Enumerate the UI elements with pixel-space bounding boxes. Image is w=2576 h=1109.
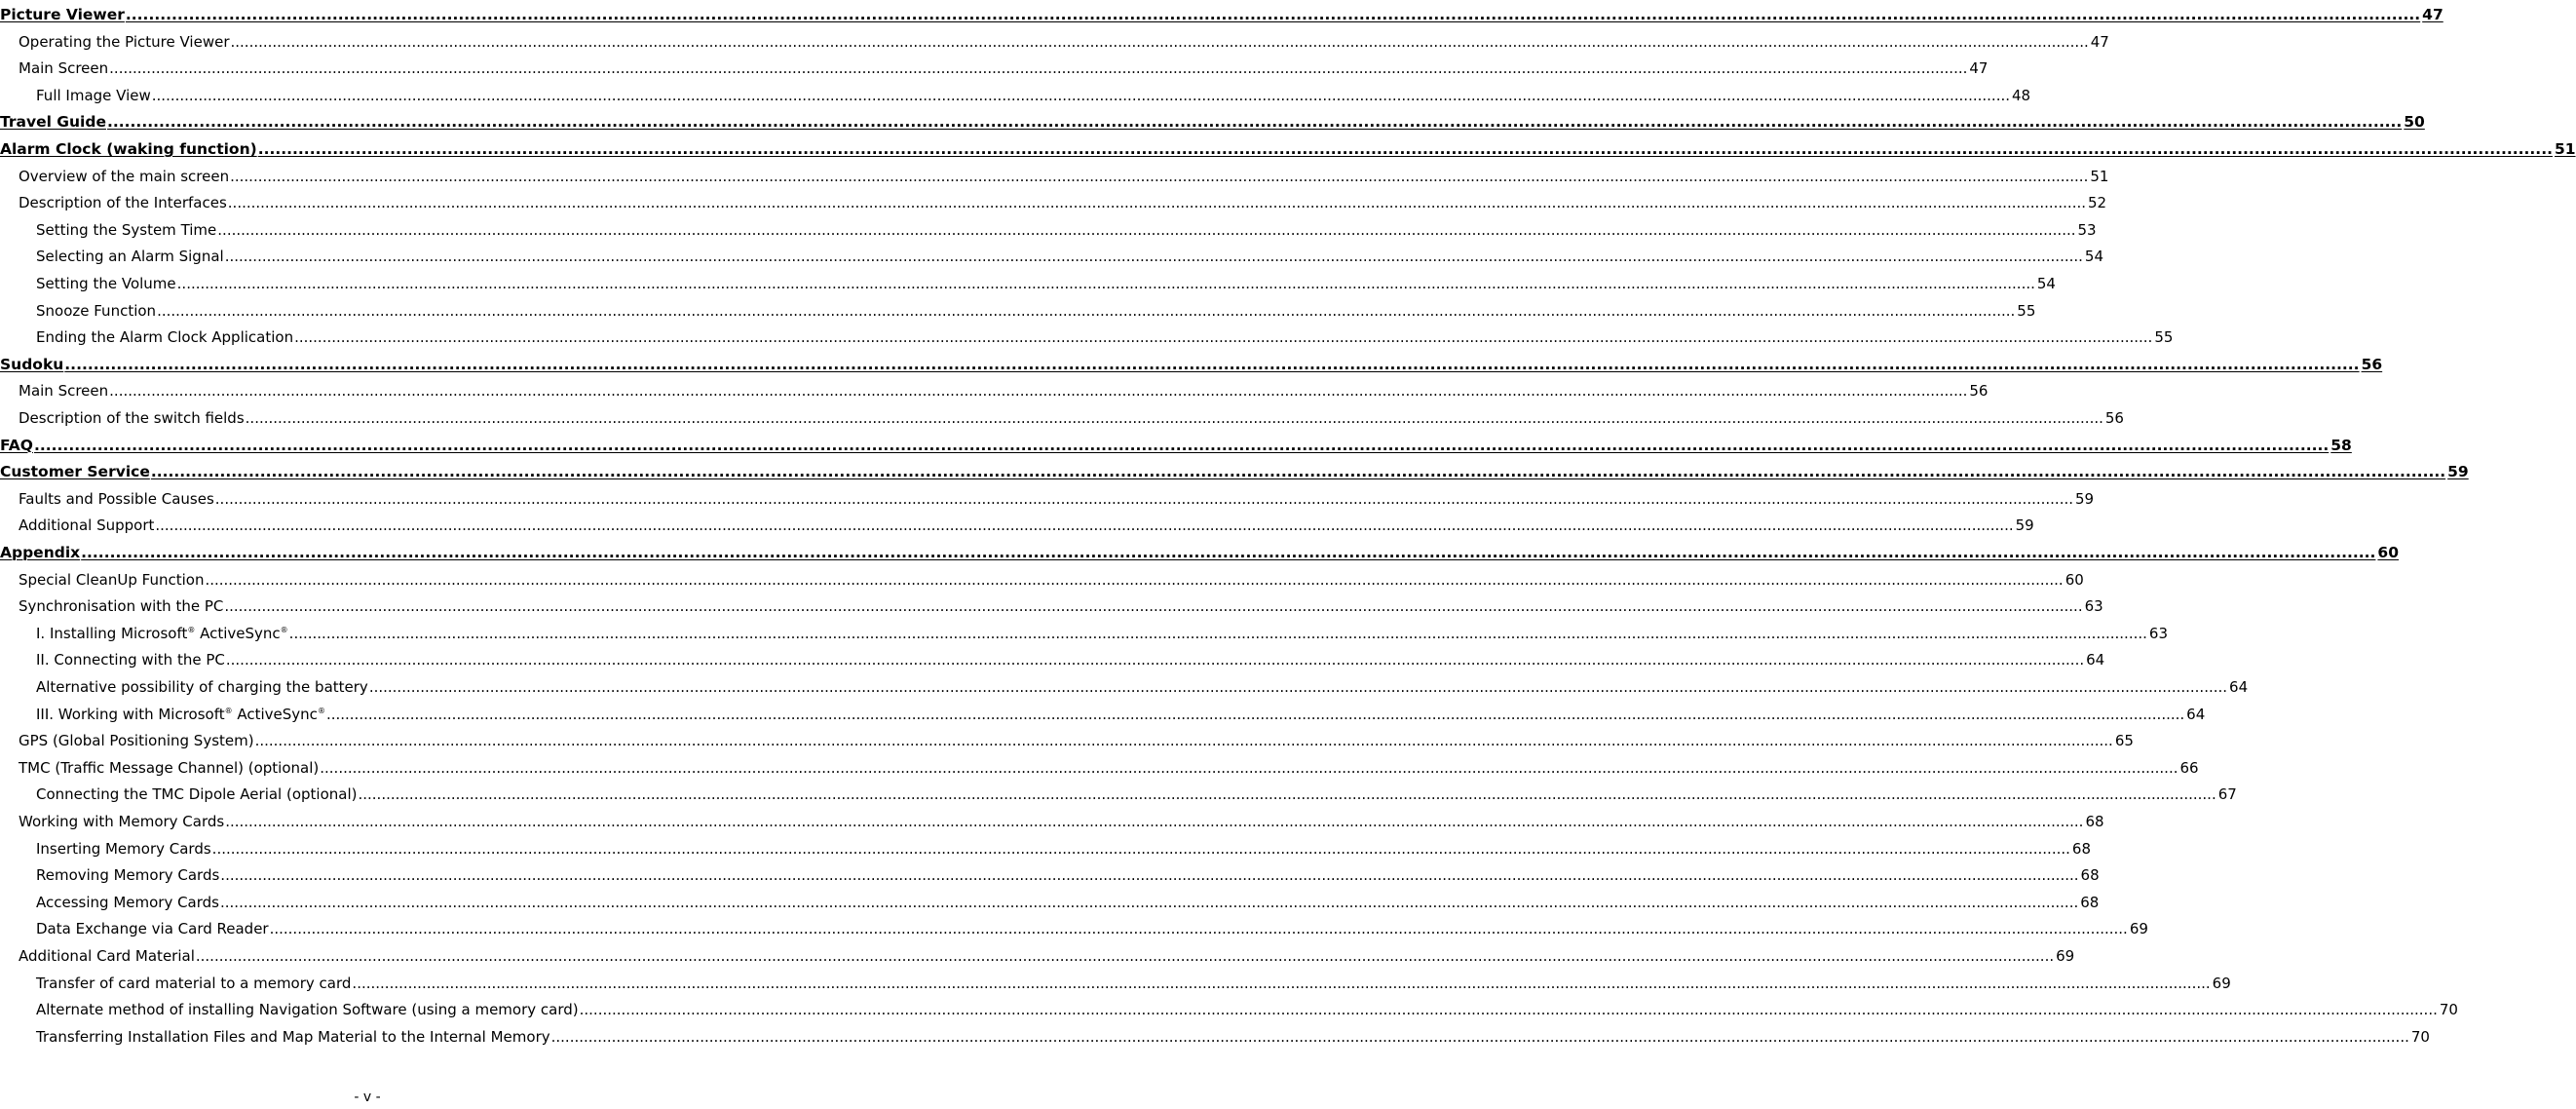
toc-entry-title: Alarm Clock (waking function) (0, 140, 257, 158)
toc-entry-page: 64 (2086, 651, 2105, 669)
toc-entry[interactable] (0, 809, 2104, 830)
toc-entry[interactable] (0, 674, 2249, 696)
toc-entry-title: Special CleanUp Function (19, 570, 205, 589)
toc-dot-leader: ................................................................................................................................................................................................................................................................................................................................................................................................................ (150, 463, 2446, 481)
toc-entry-page: 56 (2104, 409, 2124, 427)
toc-entry[interactable] (0, 1024, 2430, 1046)
toc-dot-leader: ................................................................................................................................................................................................................................................................................................................................................................................................................ (288, 624, 2147, 642)
toc-entry-title: Alternate method of installing Navigation Software (using a memory card) (36, 1001, 579, 1019)
toc-entry-title: Description of the switch fields (19, 409, 245, 427)
toc-entry[interactable] (0, 782, 2237, 804)
toc-entry-title: Sudoku (0, 355, 64, 373)
toc-entry[interactable] (0, 109, 2425, 132)
page-number-footer: - v - (354, 1090, 381, 1105)
toc-dot-leader: ................................................................................................................................................................................................................................................................................................................................................................................................................ (211, 839, 2070, 858)
toc-entry-page: 60 (2065, 570, 2084, 589)
toc-entry-page: 59 (2447, 463, 2469, 481)
toc-entry[interactable] (0, 405, 2124, 427)
toc-entry[interactable] (0, 755, 2199, 777)
toc-entry-page: 69 (2056, 947, 2075, 965)
toc-entry-title: Appendix (0, 544, 81, 561)
toc-entry-page: 63 (2148, 624, 2168, 642)
toc-entry[interactable] (0, 244, 2104, 266)
toc-dot-leader: ................................................................................................................................................................................................................................................................................................................................................................................................................ (254, 732, 2113, 750)
toc-entry-title: Connecting the TMC Dipole Aerial (optional) (36, 785, 358, 804)
toc-entry-title: Accessing Memory Cards (36, 893, 219, 911)
toc-dot-leader: ................................................................................................................................................................................................................................................................................................................................................................................................................ (109, 59, 1968, 78)
toc-dot-leader: ................................................................................................................................................................................................................................................................................................................................................................................................................ (224, 597, 2083, 616)
toc-entry-page: 70 (2439, 1001, 2458, 1019)
toc-entry-title: Overview of the main screen (19, 167, 230, 185)
toc-entry-page: 48 (2012, 86, 2031, 104)
toc-entry-page: 54 (2084, 248, 2104, 266)
toc-entry-title: Travel Guide (0, 113, 106, 132)
toc-entry[interactable] (0, 997, 2458, 1019)
toc-entry[interactable] (0, 540, 2399, 561)
toc-entry-page: 54 (2036, 275, 2056, 292)
toc-entry-title: Setting the Volume (36, 275, 176, 292)
toc-entry[interactable] (0, 298, 2036, 320)
toc-entry[interactable] (0, 836, 2091, 858)
toc-entry-title: Setting the System Time (36, 220, 217, 239)
toc-entry-title: FAQ (0, 436, 33, 454)
toc-entry-title: Customer Service (0, 463, 150, 481)
toc-dot-leader: ................................................................................................................................................................................................................................................................................................................................................................................................................ (227, 194, 2087, 212)
toc-dot-leader: ................................................................................................................................................................................................................................................................................................................................................................................................................ (151, 86, 2010, 104)
toc-entry[interactable] (0, 862, 2100, 885)
toc-dot-leader: ................................................................................................................................................................................................................................................................................................................................................................................................................ (358, 785, 2216, 804)
toc-dot-leader: ................................................................................................................................................................................................................................................................................................................................................................................................................ (368, 678, 2228, 696)
toc-entry-title: Main Screen (19, 59, 109, 78)
toc-entry-page: 68 (2071, 839, 2091, 858)
toc-entry-page: 65 (2114, 732, 2134, 750)
toc-entry-page: 47 (2090, 32, 2109, 51)
toc-dot-leader: ................................................................................................................................................................................................................................................................................................................................................................................................................ (220, 893, 2079, 911)
toc-dot-leader: ................................................................................................................................................................................................................................................................................................................................................................................................................ (269, 920, 2128, 938)
toc-entry[interactable] (0, 433, 2352, 454)
toc-entry-page: 53 (2077, 220, 2097, 239)
toc-entry[interactable] (0, 2, 2443, 23)
toc-entry-page: 68 (2080, 866, 2100, 885)
toc-dot-leader: ................................................................................................................................................................................................................................................................................................................................................................................................................ (217, 220, 2076, 239)
toc-entry-page: 52 (2088, 194, 2107, 212)
toc-entry[interactable] (0, 164, 2109, 185)
toc-entry-title: Faults and Possible Causes (19, 489, 214, 508)
toc-entry-page: 60 (2377, 544, 2399, 561)
toc-entry[interactable] (0, 486, 2095, 508)
toc-entry[interactable] (0, 593, 2103, 616)
toc-entry-title: Description of the Interfaces (19, 194, 227, 212)
toc-entry-title: Main Screen (19, 382, 109, 401)
toc-entry-title: Snooze Function (36, 301, 157, 320)
toc-dot-leader: ................................................................................................................................................................................................................................................................................................................................................................................................................ (205, 570, 2064, 589)
toc-dot-leader: ................................................................................................................................................................................................................................................................................................................................................................................................................ (106, 113, 2403, 132)
toc-entry-title: Transferring Installation Files and Map Material to the Internal Memory (36, 1027, 550, 1046)
toc-dot-leader: ................................................................................................................................................................................................................................................................................................................................................................................................................ (176, 275, 2035, 292)
toc-dot-leader: ................................................................................................................................................................................................................................................................................................................................................................................................................ (81, 544, 2376, 561)
toc-entry[interactable] (0, 621, 2168, 642)
toc-entry-page: 58 (2330, 436, 2352, 454)
toc-dot-leader: ................................................................................................................................................................................................................................................................................................................................................................................................................ (214, 489, 2074, 508)
toc-dot-leader: ................................................................................................................................................................................................................................................................................................................................................................................................................ (225, 651, 2085, 669)
toc-entry[interactable] (0, 916, 2148, 938)
toc-dot-leader: ................................................................................................................................................................................................................................................................................................................................................................................................................ (245, 409, 2103, 427)
toc-dot-leader: ................................................................................................................................................................................................................................................................................................................................................................................................................ (294, 328, 2153, 347)
toc-dot-leader: ................................................................................................................................................................................................................................................................................................................................................................................................................ (109, 382, 1968, 401)
toc-entry[interactable] (0, 29, 2109, 51)
toc-entry-title: Transfer of card material to a memory card (36, 974, 352, 992)
toc-entry[interactable] (0, 190, 2107, 212)
toc-entry-page: 51 (2090, 167, 2109, 185)
toc-dot-leader: ................................................................................................................................................................................................................................................................................................................................................................................................................ (155, 516, 2014, 535)
toc-entry-title: Removing Memory Cards (36, 866, 220, 885)
toc-entry-title: Additional Card Material (19, 947, 195, 965)
toc-entry-page: 56 (1969, 382, 1989, 401)
toc-dot-leader: ................................................................................................................................................................................................................................................................................................................................................................................................................ (224, 248, 2083, 266)
toc-entry-page: 64 (2186, 705, 2206, 723)
toc-entry[interactable] (0, 378, 1989, 401)
toc-entry-page: 68 (2085, 813, 2104, 830)
toc-entry-title: II. Connecting with the PC (36, 651, 225, 669)
toc-entry[interactable] (0, 217, 2097, 239)
toc-entry-title: Picture Viewer (0, 6, 125, 23)
toc-entry-page: 69 (2129, 920, 2148, 938)
toc-entry-title: III. Working with Microsoft® ActiveSync® (36, 705, 325, 723)
toc-dot-leader: ................................................................................................................................................................................................................................................................................................................................................................................................................ (64, 355, 2360, 373)
toc-dot-leader: ................................................................................................................................................................................................................................................................................................................................................................................................................ (230, 32, 2089, 51)
toc-entry-page: 47 (2422, 6, 2443, 23)
toc-dot-leader: ................................................................................................................................................................................................................................................................................................................................................................................................................ (257, 140, 2553, 158)
toc-entry-title: Selecting an Alarm Signal (36, 248, 224, 266)
toc-entry-page: 56 (2361, 355, 2383, 373)
toc-entry-page: 67 (2217, 785, 2237, 804)
toc-dot-leader: ................................................................................................................................................................................................................................................................................................................................................................................................................ (230, 167, 2089, 185)
toc-entry-title: Inserting Memory Cards (36, 839, 211, 858)
toc-entry[interactable] (0, 728, 2134, 750)
toc-dot-leader: ................................................................................................................................................................................................................................................................................................................................................................................................................ (125, 6, 2421, 23)
toc-entry-title: Full Image View (36, 86, 151, 104)
toc-dot-leader: ................................................................................................................................................................................................................................................................................................................................................................................................................ (579, 1001, 2438, 1019)
toc-dot-leader: ................................................................................................................................................................................................................................................................................................................................................................................................................ (195, 947, 2055, 965)
toc-entry-title: Operating the Picture Viewer (19, 32, 230, 51)
toc-dot-leader: ................................................................................................................................................................................................................................................................................................................................................................................................................ (320, 758, 2178, 777)
toc-dot-leader: ................................................................................................................................................................................................................................................................................................................................................................................................................ (157, 301, 2016, 320)
toc-dot-leader: ................................................................................................................................................................................................................................................................................................................................................................................................................ (33, 436, 2330, 454)
toc-entry-page: 51 (2554, 140, 2576, 158)
toc-dot-leader: ................................................................................................................................................................................................................................................................................................................................................................................................................ (550, 1027, 2409, 1046)
toc-entry-title: GPS (Global Positioning System) (19, 732, 254, 750)
toc-entry-page: 68 (2080, 893, 2100, 911)
toc-entry[interactable] (0, 647, 2105, 669)
toc-entry-title: Working with Memory Cards (19, 813, 225, 830)
toc-entry[interactable] (0, 567, 2084, 589)
toc-entry[interactable] (0, 352, 2383, 373)
toc-entry[interactable] (0, 325, 2174, 347)
toc-entry-title: Additional Support (19, 516, 155, 535)
toc-entry-page: 66 (2179, 758, 2199, 777)
toc-entry-page: 47 (1969, 59, 1989, 78)
toc-entry-title: Alternative possibility of charging the battery (36, 678, 368, 696)
toc-entry[interactable] (0, 702, 2206, 723)
toc-entry[interactable] (0, 136, 2576, 158)
toc-dot-leader: ................................................................................................................................................................................................................................................................................................................................................................................................................ (352, 974, 2211, 992)
toc-entry-title: Synchronisation with the PC (19, 597, 224, 616)
toc-entry-page: 59 (2075, 489, 2095, 508)
toc-entry-page: 59 (2015, 516, 2034, 535)
toc-entry[interactable] (0, 83, 2031, 104)
toc-dot-leader: ................................................................................................................................................................................................................................................................................................................................................................................................................ (220, 866, 2079, 885)
toc-entry-page: 55 (2017, 301, 2036, 320)
toc-entry[interactable] (0, 56, 1989, 78)
toc-entry-title: Data Exchange via Card Reader (36, 920, 269, 938)
toc-entry-page: 50 (2404, 113, 2425, 132)
toc-entry-page: 64 (2229, 678, 2249, 696)
toc-entry[interactable] (0, 890, 2100, 911)
toc-entry-page: 55 (2154, 328, 2174, 347)
toc-entry[interactable] (0, 943, 2075, 965)
toc-entry[interactable] (0, 971, 2231, 992)
toc-entry-page: 70 (2410, 1027, 2430, 1046)
toc-entry-title: TMC (Traffic Message Channel) (optional) (19, 758, 320, 777)
toc-entry-title: Ending the Alarm Clock Application (36, 328, 294, 347)
toc-entry[interactable] (0, 459, 2469, 481)
toc-entry-title: I. Installing Microsoft® ActiveSync® (36, 624, 288, 642)
toc-entry[interactable] (0, 513, 2034, 535)
toc-entry[interactable] (0, 271, 2056, 292)
toc-entry-page: 63 (2084, 597, 2103, 616)
toc-dot-leader: ................................................................................................................................................................................................................................................................................................................................................................................................................ (325, 705, 2185, 723)
toc-entry-page: 69 (2212, 974, 2231, 992)
toc-dot-leader: ................................................................................................................................................................................................................................................................................................................................................................................................................ (225, 813, 2084, 830)
